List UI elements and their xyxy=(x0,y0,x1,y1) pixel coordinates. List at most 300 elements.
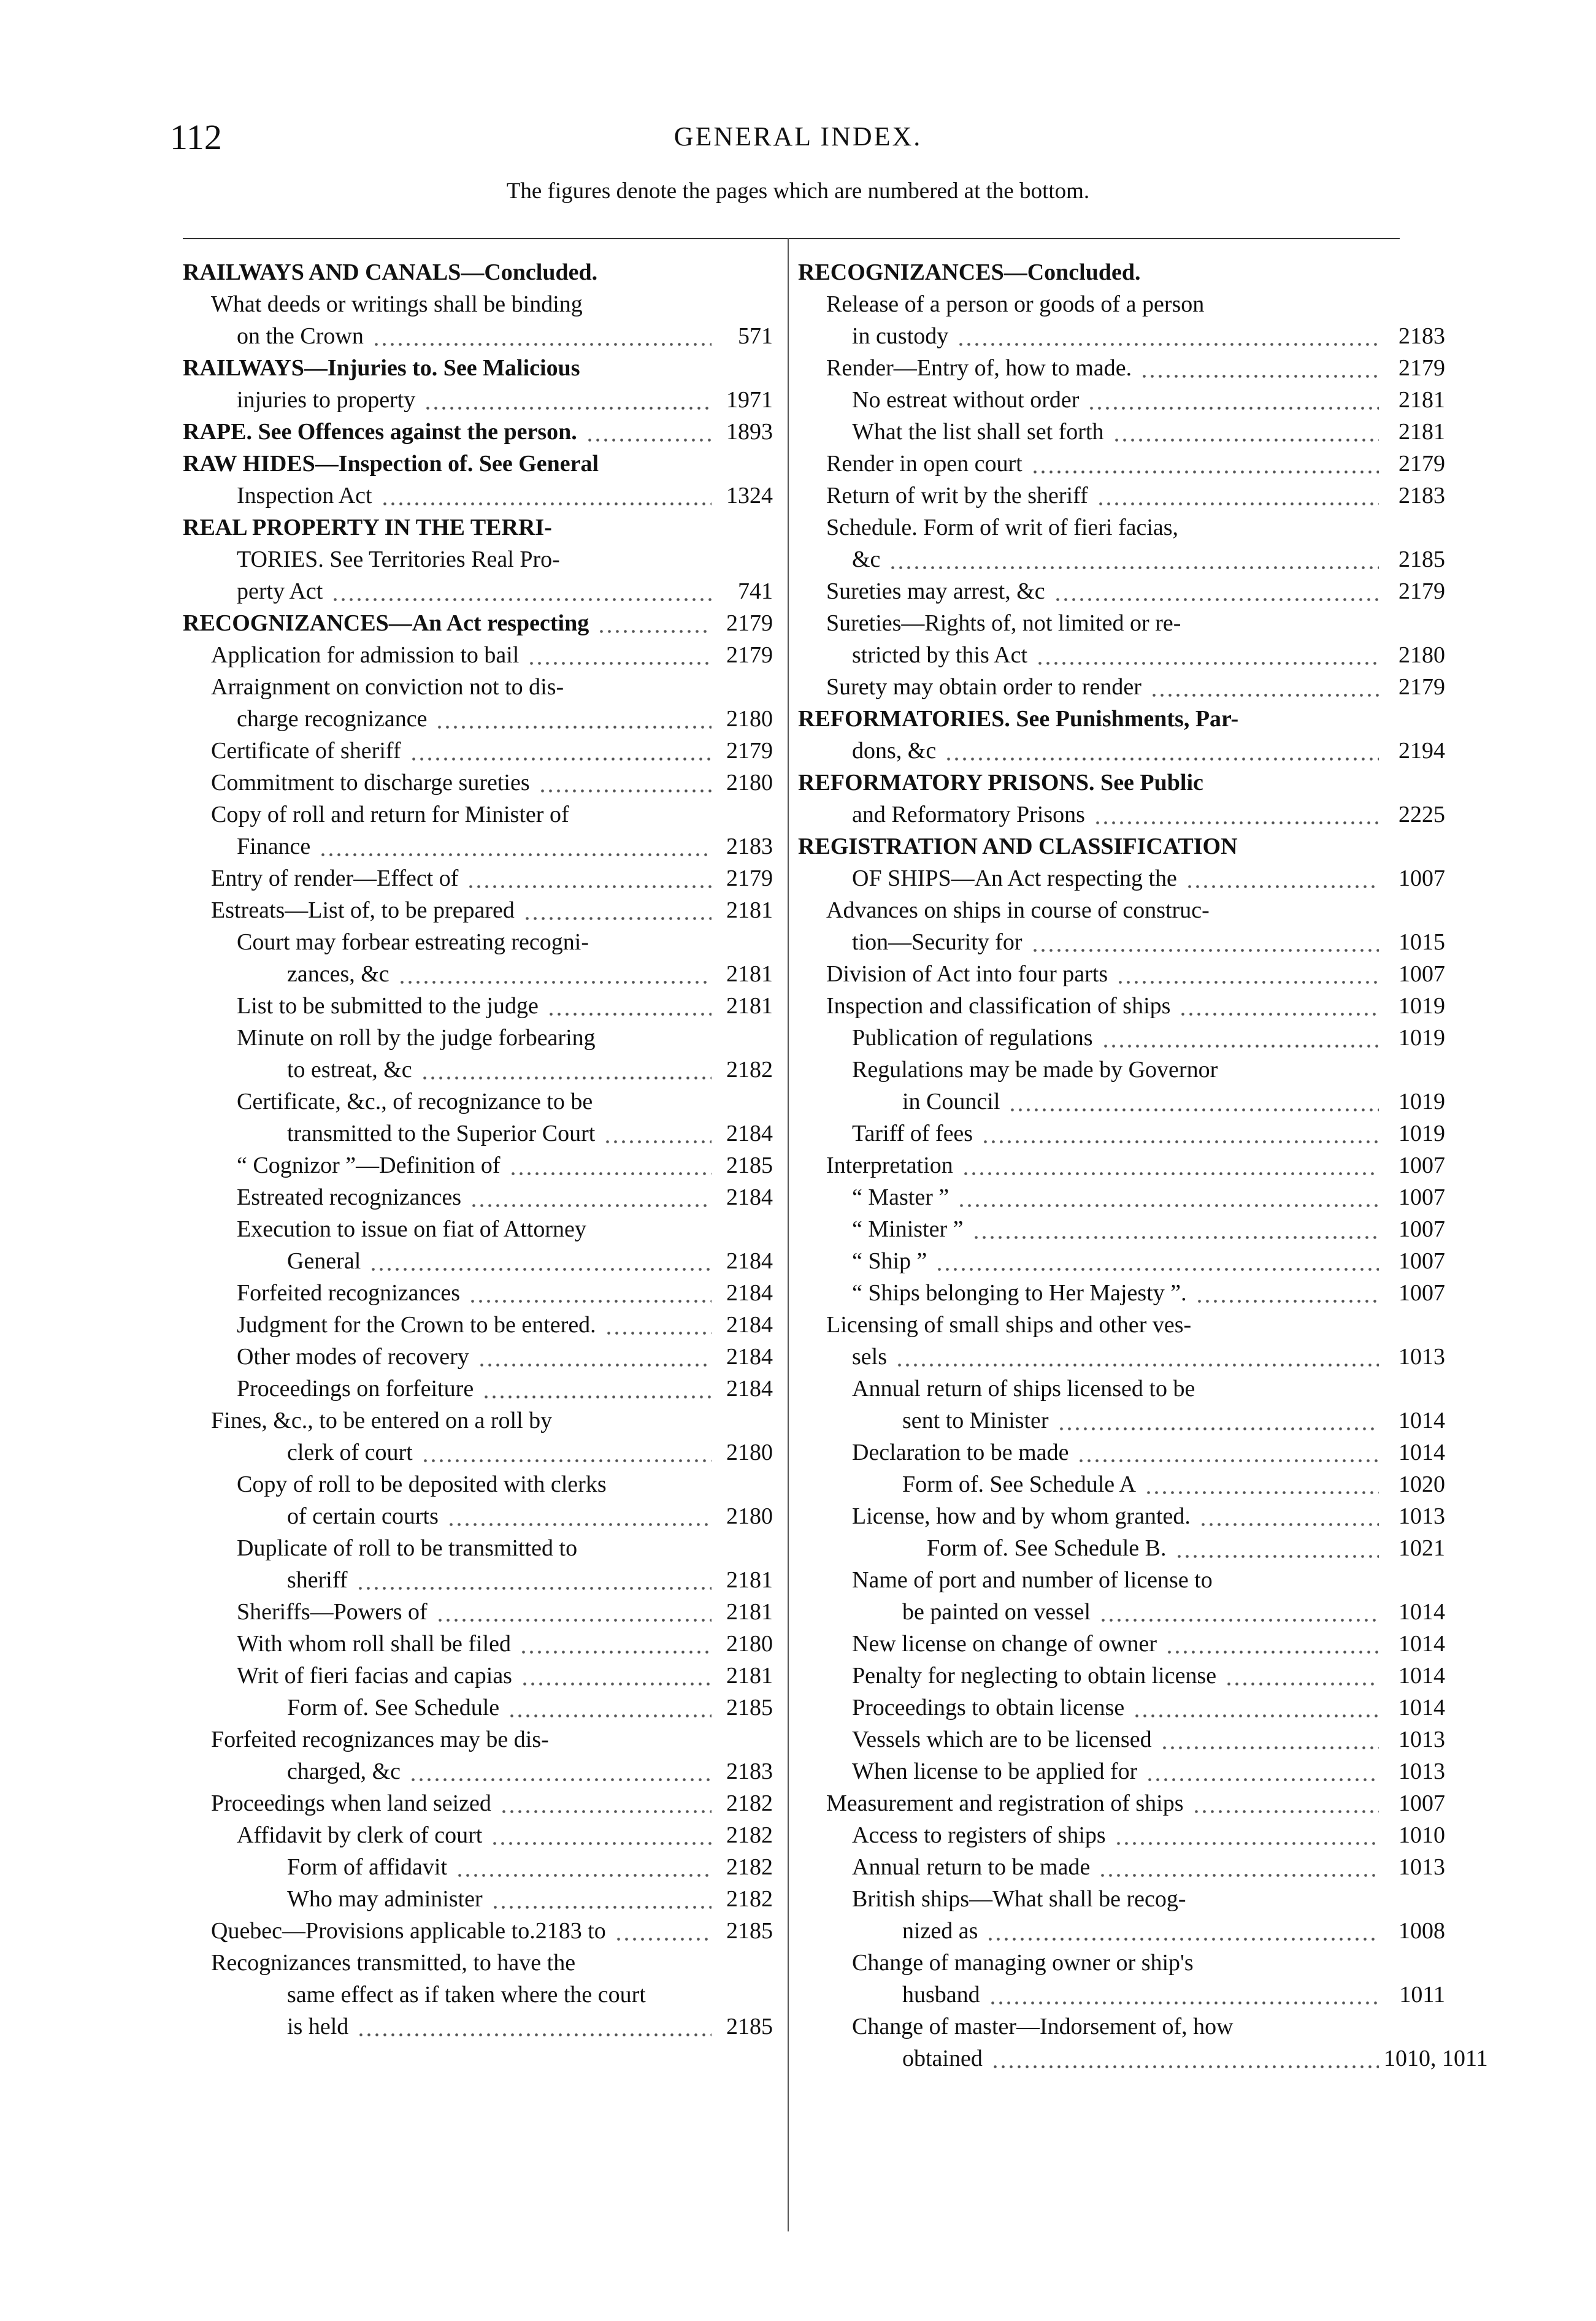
index-entry xyxy=(183,1819,773,1851)
left-index-column xyxy=(183,256,773,2043)
index-entry-text: REAL PROPERTY IN THE TERRI- xyxy=(183,515,552,540)
dot-leaders xyxy=(357,2011,712,2043)
dot-leaders xyxy=(1031,448,1379,480)
index-entry-text: Render in open court xyxy=(826,451,1022,477)
index-entry xyxy=(183,767,773,799)
index-entry-text: Execution to issue on fiat of Attorney xyxy=(237,1216,586,1242)
index-entry xyxy=(183,607,773,639)
index-entry-text: same effect as if taken where the court xyxy=(287,1982,646,2008)
dot-leaders xyxy=(1150,671,1379,703)
index-entry-text: “ Minister ” xyxy=(852,1216,964,1242)
index-page-number: 2179 xyxy=(726,610,773,636)
dot-leaders xyxy=(369,1245,712,1277)
index-entry xyxy=(183,639,773,671)
index-entry xyxy=(798,1660,1445,1692)
dot-leaders xyxy=(1099,1596,1379,1628)
dot-leaders xyxy=(957,1181,1379,1213)
index-entry-text: Annual return of ships licensed to be xyxy=(852,1376,1195,1402)
index-page-number: 2184 xyxy=(726,1248,773,1274)
index-page-number: 2183 xyxy=(1398,483,1445,508)
index-entry-text: Forfeited recognizances xyxy=(237,1280,460,1306)
index-page-number: 2181 xyxy=(726,1663,773,1689)
dot-leaders xyxy=(1008,1086,1379,1118)
index-entry-text: REFORMATORY PRISONS. See Public xyxy=(798,770,1203,796)
index-entry-text: Copy of roll and return for Minister of xyxy=(211,802,569,827)
dot-leaders xyxy=(508,1692,712,1724)
index-entry xyxy=(798,1979,1445,2011)
dot-leaders xyxy=(409,1755,712,1787)
index-entry xyxy=(183,894,773,926)
index-entry-text: RAILWAYS—Injuries to. See Malicious xyxy=(183,355,580,381)
index-entry xyxy=(798,1181,1445,1213)
dot-leaders xyxy=(424,384,712,416)
index-page-number: 1008 xyxy=(1398,1918,1445,1944)
index-entry xyxy=(798,1628,1445,1660)
index-entry-text: Certificate of sheriff xyxy=(211,738,401,764)
index-entry xyxy=(183,958,773,990)
index-entry xyxy=(183,1787,773,1819)
index-page-number: 2180 xyxy=(726,1440,773,1465)
dot-leaders xyxy=(597,607,712,639)
index-entry xyxy=(183,448,712,480)
dot-leaders xyxy=(319,831,712,862)
index-entry xyxy=(183,1596,773,1628)
index-page-number: 2180 xyxy=(726,770,773,796)
index-entry-text: Who may administer xyxy=(287,1886,483,1912)
index-page-number: 1013 xyxy=(1398,1759,1445,1784)
index-entry-text: Sheriffs—Powers of xyxy=(237,1599,428,1625)
index-entry-text: Court may forbear estreating recogni- xyxy=(237,929,589,955)
index-entry-text: Form of. See Schedule A xyxy=(902,1471,1137,1497)
index-entry-text: Return of writ by the sheriff xyxy=(826,483,1088,508)
index-entry xyxy=(798,1500,1445,1532)
index-entry-text: Application for admission to bail xyxy=(211,642,520,668)
dot-leaders xyxy=(372,320,712,352)
dot-leaders xyxy=(1186,862,1379,894)
dot-leaders xyxy=(398,958,712,990)
index-page-number: 1007 xyxy=(1398,1790,1445,1816)
index-entry-text: Measurement and registration of ships xyxy=(826,1790,1184,1816)
dot-leaders xyxy=(435,703,712,735)
index-entry-text: in Council xyxy=(902,1089,1000,1114)
index-page-number: 741 xyxy=(738,578,773,604)
dot-leaders xyxy=(605,1309,712,1341)
top-rule xyxy=(183,238,1400,239)
dot-leaders xyxy=(1161,1724,1379,1755)
dot-leaders xyxy=(989,1979,1379,2011)
index-entry xyxy=(798,1692,1445,1724)
index-entry xyxy=(798,1086,1445,1118)
index-entry xyxy=(798,1564,1379,1596)
index-page-number: 2184 xyxy=(726,1184,773,1210)
index-entry-text: Tariff of fees xyxy=(852,1121,973,1146)
page-number: 112 xyxy=(170,117,222,157)
index-entry xyxy=(183,1309,773,1341)
index-entry-text: and Reformatory Prisons xyxy=(852,802,1085,827)
index-entry xyxy=(183,288,712,320)
index-page-number: 1010, 1011 xyxy=(1384,2046,1488,2071)
index-entry xyxy=(798,703,1379,735)
dot-leaders xyxy=(436,1596,712,1628)
index-page-number: 2180 xyxy=(726,1631,773,1657)
index-entry xyxy=(183,1724,712,1755)
index-entry-text: General xyxy=(287,1248,361,1274)
index-entry xyxy=(183,416,773,448)
dot-leaders xyxy=(1195,1277,1379,1309)
index-page-number: 2181 xyxy=(726,897,773,923)
index-page-number: 2181 xyxy=(726,993,773,1019)
index-page-number: 1971 xyxy=(726,387,773,413)
index-entry-text: Form of. See Schedule xyxy=(287,1695,500,1721)
index-entry xyxy=(183,799,712,831)
index-entry xyxy=(183,1883,773,1915)
index-entry xyxy=(183,735,773,767)
dot-leaders xyxy=(604,1118,712,1149)
index-page-number: 2180 xyxy=(1398,642,1445,668)
index-entry-text: sent to Minister xyxy=(902,1408,1049,1433)
index-entry-text: dons, &c xyxy=(852,738,937,764)
index-entry xyxy=(798,1596,1445,1628)
dot-leaders xyxy=(381,480,712,512)
index-entry-text: Division of Act into four parts xyxy=(826,961,1108,987)
index-entry-text: Affidavit by clerk of court xyxy=(237,1822,483,1848)
index-page-number: 2184 xyxy=(726,1121,773,1146)
index-entry xyxy=(798,1405,1445,1437)
index-page-number: 2182 xyxy=(726,1886,773,1912)
index-page-number: 1019 xyxy=(1398,1121,1445,1146)
index-page-number: 2179 xyxy=(1398,355,1445,381)
index-page-number: 2185 xyxy=(726,1695,773,1721)
index-page-number: 1007 xyxy=(1398,865,1445,891)
index-page-number: 2179 xyxy=(1398,578,1445,604)
dot-leaders xyxy=(1097,480,1379,512)
index-entry xyxy=(798,958,1445,990)
index-page-number: 1013 xyxy=(1398,1854,1445,1880)
index-page-number: 1007 xyxy=(1398,1184,1445,1210)
index-entry xyxy=(183,1181,773,1213)
index-page-number: 1014 xyxy=(1398,1695,1445,1721)
index-page-number: 1013 xyxy=(1398,1344,1445,1370)
dot-leaders xyxy=(991,2043,1379,2074)
dot-leaders xyxy=(410,735,712,767)
dot-leaders xyxy=(896,1341,1379,1373)
index-entry-text: Entry of render—Effect of xyxy=(211,865,459,891)
index-entry xyxy=(798,1309,1379,1341)
index-entry-text: Copy of roll to be deposited with clerks xyxy=(237,1471,607,1497)
dot-leaders xyxy=(1057,1405,1379,1437)
index-entry-text: Release of a person or goods of a person xyxy=(826,291,1205,317)
index-entry xyxy=(183,1915,773,1947)
index-entry xyxy=(798,862,1445,894)
index-page-number: 2182 xyxy=(726,1790,773,1816)
index-entry-text: Name of port and number of license to xyxy=(852,1567,1213,1593)
index-entry-text: Change of managing owner or ship's xyxy=(852,1950,1194,1976)
dot-leaders xyxy=(547,990,712,1022)
index-entry-text: Surety may obtain order to render xyxy=(826,674,1141,700)
index-entry-text: sels xyxy=(852,1344,887,1370)
index-entry xyxy=(183,320,773,352)
dot-leaders xyxy=(1113,416,1379,448)
index-entry-text: British ships—What shall be recog- xyxy=(852,1886,1186,1912)
index-page-number: 2184 xyxy=(726,1312,773,1338)
index-entry-text: zances, &c xyxy=(287,961,389,987)
index-entry-text: sheriff xyxy=(287,1567,348,1593)
dot-leaders xyxy=(520,1628,712,1660)
index-entry-text: Sureties—Rights of, not limited or re- xyxy=(826,610,1181,636)
index-entry xyxy=(183,1341,773,1373)
index-page-number: 2183 xyxy=(726,834,773,859)
index-page-number: 2185 xyxy=(1398,547,1445,572)
dot-leaders xyxy=(523,894,712,926)
index-entry-text: Schedule. Form of writ of fieri facias, xyxy=(826,515,1179,540)
index-entry-text: With whom roll shall be filed xyxy=(237,1631,512,1657)
index-page-number: 1019 xyxy=(1398,993,1445,1019)
column-divider xyxy=(788,238,789,2231)
dot-leaders xyxy=(1225,1660,1379,1692)
index-entry xyxy=(798,607,1379,639)
index-entry-text: to estreat, &c xyxy=(287,1057,412,1083)
dot-leaders xyxy=(1094,799,1379,831)
index-page-number: 2185 xyxy=(726,2014,773,2039)
index-entry-text: What deeds or writings shall be binding xyxy=(211,291,583,317)
index-page-number: 2184 xyxy=(726,1280,773,1306)
index-entry xyxy=(183,1054,773,1086)
index-entry-text: RECOGNIZANCES—Concluded. xyxy=(798,259,1141,285)
index-entry-text: Render—Entry of, how to made. xyxy=(826,355,1132,381)
index-entry xyxy=(798,1532,1445,1564)
index-entry xyxy=(798,575,1445,607)
dot-leaders xyxy=(456,1851,712,1883)
index-entry xyxy=(798,1373,1379,1405)
index-entry xyxy=(798,448,1445,480)
index-page-number: 1007 xyxy=(1398,1216,1445,1242)
index-entry-text: Form of. See Schedule B. xyxy=(927,1535,1167,1561)
index-entry-text: Form of affidavit xyxy=(287,1854,448,1880)
index-page-number: 1007 xyxy=(1398,1280,1445,1306)
dot-leaders xyxy=(1179,990,1379,1022)
index-entry xyxy=(798,990,1445,1022)
index-entry xyxy=(183,1564,773,1596)
index-entry-text: Judgment for the Crown to be entered. xyxy=(237,1312,596,1338)
index-entry xyxy=(798,512,1379,543)
index-page-number: 2180 xyxy=(726,1503,773,1529)
index-page-number: 1007 xyxy=(1398,1153,1445,1178)
index-page-number: 2181 xyxy=(1398,387,1445,413)
index-entry xyxy=(798,1819,1445,1851)
index-entry-text: Forfeited recognizances may be dis- xyxy=(211,1727,549,1752)
index-entry-text: Vessels which are to be licensed xyxy=(852,1727,1152,1752)
dot-leaders xyxy=(331,575,712,607)
index-entry xyxy=(798,894,1379,926)
index-entry-text: transmitted to the Superior Court xyxy=(287,1121,596,1146)
index-page-number: 2179 xyxy=(726,642,773,668)
index-entry xyxy=(798,1883,1379,1915)
index-entry xyxy=(798,671,1445,703)
index-entry xyxy=(183,831,773,862)
index-entry xyxy=(183,1022,712,1054)
index-entry xyxy=(798,384,1445,416)
index-page-number: 1014 xyxy=(1398,1663,1445,1689)
index-entry-text: of certain courts xyxy=(287,1503,439,1529)
index-entry xyxy=(183,1086,712,1118)
index-entry xyxy=(798,1245,1445,1277)
index-entry xyxy=(183,1628,773,1660)
index-entry xyxy=(798,1054,1379,1086)
dot-leaders xyxy=(1165,1628,1379,1660)
index-entry-text: “ Ship ” xyxy=(852,1248,927,1274)
index-page-number: 1019 xyxy=(1398,1089,1445,1114)
dot-leaders xyxy=(1031,926,1379,958)
index-page-number: 2184 xyxy=(726,1344,773,1370)
index-entry-text: REGISTRATION AND CLASSIFICATION xyxy=(798,834,1238,859)
index-page-number: 1010 xyxy=(1398,1822,1445,1848)
index-entry xyxy=(798,416,1445,448)
index-entry-text: REFORMATORIES. See Punishments, Par- xyxy=(798,706,1239,732)
index-entry xyxy=(798,926,1445,958)
dot-leaders xyxy=(935,1245,1379,1277)
index-entry-text: Interpretation xyxy=(826,1153,953,1178)
dot-leaders xyxy=(986,1915,1379,1947)
index-entry xyxy=(183,926,712,958)
index-entry xyxy=(183,1851,773,1883)
index-entry xyxy=(798,2011,1379,2043)
index-entry xyxy=(798,1437,1445,1468)
dot-leaders xyxy=(470,1181,712,1213)
index-entry-text: Estreated recognizances xyxy=(237,1184,462,1210)
index-entry-text: OF SHIPS—An Act respecting the xyxy=(852,865,1177,891)
index-entry xyxy=(183,480,773,512)
index-entry xyxy=(183,1405,712,1437)
index-entry-text: Regulations may be made by Governor xyxy=(852,1057,1218,1083)
index-entry-text: What the list shall set forth xyxy=(852,419,1104,445)
index-entry xyxy=(798,352,1445,384)
index-entry-text: “ Ships belonging to Her Majesty ”. xyxy=(852,1280,1187,1306)
index-entry xyxy=(183,671,712,703)
index-entry xyxy=(183,1660,773,1692)
index-entry xyxy=(798,799,1445,831)
dot-leaders xyxy=(447,1500,712,1532)
index-entry-text: charged, &c xyxy=(287,1759,401,1784)
index-page-number: 2182 xyxy=(726,1822,773,1848)
index-entry-text: Fines, &c., to be entered on a roll by xyxy=(211,1408,553,1433)
index-page-number: 1019 xyxy=(1398,1025,1445,1051)
index-entry xyxy=(798,767,1379,799)
dot-leaders xyxy=(491,1883,712,1915)
index-page-number: 2182 xyxy=(726,1854,773,1880)
index-entry xyxy=(183,1213,712,1245)
dot-leaders xyxy=(478,1341,712,1373)
dot-leaders xyxy=(1099,1851,1379,1883)
index-entry xyxy=(798,1915,1445,1947)
index-page-number: 1007 xyxy=(1398,1248,1445,1274)
index-page-number: 2184 xyxy=(726,1376,773,1402)
index-page-number: 2179 xyxy=(726,738,773,764)
index-page-number: 1014 xyxy=(1398,1599,1445,1625)
dot-leaders xyxy=(981,1118,1379,1149)
index-page-number: 2194 xyxy=(1398,738,1445,764)
dot-leaders xyxy=(1036,639,1379,671)
dot-leaders xyxy=(491,1819,712,1851)
dot-leaders xyxy=(957,320,1379,352)
index-page-number: 2181 xyxy=(726,1599,773,1625)
index-entry xyxy=(183,1437,773,1468)
dot-leaders xyxy=(1088,384,1379,416)
index-page-number: 1013 xyxy=(1398,1727,1445,1752)
index-entry xyxy=(183,2011,773,2043)
index-entry-text: Change of master—Indorsement of, how xyxy=(852,2014,1233,2039)
index-entry xyxy=(183,543,712,575)
index-entry-text: Quebec—Provisions applicable to.2183 to xyxy=(211,1918,606,1944)
index-entry-text: tion—Security for xyxy=(852,929,1022,955)
index-entry xyxy=(183,862,773,894)
index-page-number: 1014 xyxy=(1398,1631,1445,1657)
index-page-number: 2179 xyxy=(1398,451,1445,477)
dot-leaders xyxy=(528,639,712,671)
index-entry-text: &c xyxy=(852,547,881,572)
dot-leaders xyxy=(889,543,1379,575)
dot-leaders xyxy=(1102,1022,1379,1054)
index-entry xyxy=(183,1373,773,1405)
index-entry xyxy=(798,1755,1445,1787)
index-entry xyxy=(183,575,773,607)
index-entry xyxy=(183,990,773,1022)
index-entry-text: New license on change of owner xyxy=(852,1631,1157,1657)
index-entry xyxy=(798,639,1445,671)
index-entry xyxy=(798,2043,1488,2074)
index-entry xyxy=(798,543,1445,575)
index-page-number: 1020 xyxy=(1398,1471,1445,1497)
index-entry-text: on the Crown xyxy=(237,323,364,349)
index-entry-text: Sureties may arrest, &c xyxy=(826,578,1045,604)
index-page-number: 1324 xyxy=(726,483,773,508)
index-entry xyxy=(183,1979,712,2011)
index-entry xyxy=(798,288,1379,320)
index-entry-text: Recognizances transmitted, to have the xyxy=(211,1950,576,1976)
index-page-number: 1007 xyxy=(1398,961,1445,987)
index-page-number: 571 xyxy=(738,323,773,349)
index-page-number: 2179 xyxy=(726,865,773,891)
dot-leaders xyxy=(945,735,1379,767)
index-entry xyxy=(183,1277,773,1309)
index-entry xyxy=(183,1947,712,1979)
index-entry xyxy=(798,1947,1379,1979)
dot-leaders xyxy=(962,1149,1379,1181)
index-entry xyxy=(183,1532,712,1564)
index-entry-text: RAILWAYS AND CANALS—Concluded. xyxy=(183,259,598,285)
dot-leaders xyxy=(1133,1692,1379,1724)
index-entry xyxy=(798,1468,1445,1500)
dot-leaders xyxy=(1116,958,1379,990)
index-entry xyxy=(798,1118,1445,1149)
index-entry-text: Inspection Act xyxy=(237,483,372,508)
index-entry-text: “ Master ” xyxy=(852,1184,950,1210)
index-entry xyxy=(798,1022,1445,1054)
index-entry xyxy=(183,1149,773,1181)
index-entry-text: Other modes of recovery xyxy=(237,1344,469,1370)
index-entry-text: husband xyxy=(902,1982,980,2008)
dot-leaders xyxy=(972,1213,1379,1245)
index-entry-text: Inspection and classification of ships xyxy=(826,993,1171,1019)
index-entry xyxy=(183,384,773,416)
dot-leaders xyxy=(1145,1468,1379,1500)
index-page-number: 2181 xyxy=(726,1567,773,1593)
index-entry xyxy=(798,1341,1445,1373)
dot-leaders xyxy=(421,1054,712,1086)
dot-leaders xyxy=(1199,1500,1379,1532)
index-entry-text: Arraignment on conviction not to dis- xyxy=(211,674,564,700)
dot-leaders xyxy=(1175,1532,1379,1564)
index-entry-text: injuries to property xyxy=(237,387,416,413)
